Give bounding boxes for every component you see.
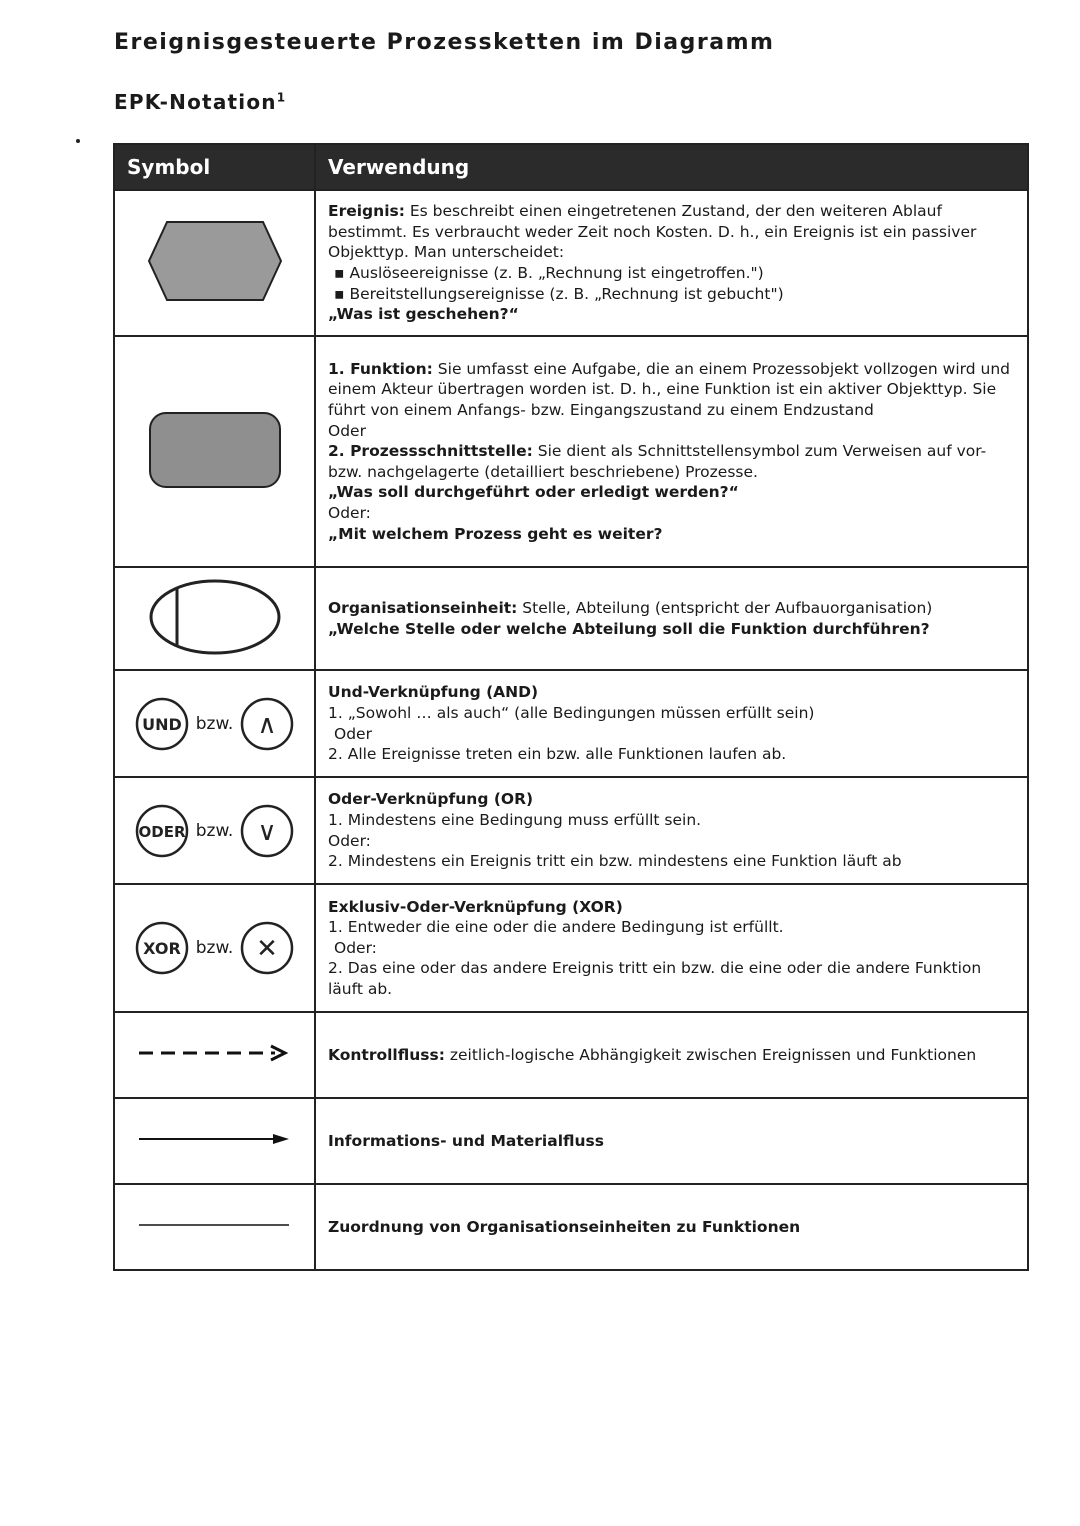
und-symbol-text: UND	[141, 714, 182, 734]
symbol-cell-info-flow	[114, 1098, 315, 1184]
page-title: Ereignisgesteuerte Prozessketten im Diagramm	[114, 30, 775, 55]
section-title-text: EPK-Notation	[114, 90, 277, 114]
or-bzw: bzw.	[195, 820, 234, 841]
interface-text: Sie dient als Schnittstellensymbol zum Verweisen auf vor- bzw. nachgelagerte (detailliert beschriebene) Prozesse.	[328, 442, 987, 481]
or-wedge-icon	[239, 803, 295, 859]
info-flow-label: Informations- und Materialfluss	[328, 1131, 604, 1150]
event-hexagon-icon	[145, 219, 285, 303]
function-text: Sie umfasst eine Aufgabe, die an einem Prozessobjekt vollzogen wird und einem Akteur übertragen worden ist. D. h., eine Funktion ist ein aktiver Objekttyp. Sie führt von einem Anfangs- bzw. Eingangszustand zu einem Endzustand	[328, 359, 1011, 420]
org-question: „Welche Stelle oder welche Abteilung soll die Funktion durchführen?	[328, 619, 930, 638]
or-symbol-group	[115, 803, 314, 859]
interface-label: 2. Prozessschnittstelle:	[328, 442, 533, 461]
symbol-cell-org	[114, 567, 315, 670]
plain-line-icon	[135, 1215, 295, 1235]
xor-or: Oder:	[334, 938, 377, 957]
and-wedge-icon	[239, 696, 295, 752]
function-question-2: „Mit welchem Prozess geht es weiter?	[328, 524, 663, 543]
xor-symbol-group	[115, 920, 314, 976]
control-flow-text: zeitlich-logische Abhängigkeit zwischen Ereignissen und Funktionen	[444, 1045, 977, 1064]
usage-cell-assignment	[315, 1184, 1028, 1270]
table-row-assignment	[114, 1184, 1028, 1270]
assignment-label: Zuordnung von Organisationseinheiten zu Funktionen	[328, 1217, 801, 1236]
xor-line-1: 1. Entweder die eine oder die andere Bedingung ist erfüllt.	[328, 918, 784, 937]
table-row-control-flow	[114, 1012, 1028, 1098]
org-text: Stelle, Abteilung (entspricht der Aufbauorganisation)	[517, 598, 933, 617]
usage-cell-org	[315, 567, 1028, 670]
table-row-or	[114, 777, 1028, 884]
footnote-mark: 1	[276, 90, 287, 105]
control-flow-label: Kontrollfluss:	[328, 1045, 445, 1064]
symbol-cell-assignment	[114, 1184, 315, 1270]
event-label: Ereignis:	[328, 202, 405, 221]
or-glyph: ∨	[257, 816, 277, 847]
and-glyph: ∧	[257, 709, 277, 740]
xor-cross-icon	[239, 920, 295, 976]
table-row-function	[114, 336, 1028, 567]
or-title: Oder-Verknüpfung (OR)	[328, 790, 534, 809]
and-bzw: bzw.	[195, 713, 234, 734]
usage-cell-function	[315, 336, 1028, 567]
and-or: Oder	[334, 724, 372, 743]
dashed-arrow-icon	[135, 1043, 295, 1063]
table-header-row	[114, 144, 1028, 190]
function-or-1: Oder	[328, 421, 366, 440]
symbol-cell-or	[114, 777, 315, 884]
or-line-1: 1. Mindestens eine Bedingung muss erfüllt sein.	[328, 810, 702, 829]
and-symbol-group	[115, 696, 314, 752]
column-header-usage: Verwendung	[315, 144, 1028, 190]
oder-symbol-text: ODER	[138, 822, 186, 841]
table-row-info-flow	[114, 1098, 1028, 1184]
symbol-cell-and	[114, 670, 315, 777]
org-label: Organisationseinheit:	[328, 598, 518, 617]
usage-cell-info-flow	[315, 1098, 1028, 1184]
table-row-xor	[114, 884, 1028, 1012]
xor-symbol-text: XOR	[142, 939, 181, 958]
table-row-org	[114, 567, 1028, 670]
xor-title: Exklusiv-Oder-Verknüpfung (XOR)	[328, 897, 623, 916]
solid-arrow-icon	[135, 1129, 295, 1149]
event-question: „Was ist geschehen?“	[328, 305, 519, 324]
table-row-event	[114, 190, 1028, 336]
event-text: Es beschreibt einen eingetretenen Zustand, der den weiteren Ablauf bestimmt. Es verbraucht weder Zeit noch Kosten. D. h., ein Ereignis ist ein passiver Objekttyp. Man unterscheidet:	[328, 202, 977, 262]
event-bullet-1: ▪ Auslöseereignisse (z. B. „Rechnung ist eingetroffen.")	[328, 264, 764, 282]
function-label: 1. Funktion:	[328, 359, 433, 378]
xor-glyph: ✕	[256, 934, 279, 964]
usage-cell-event	[315, 190, 1028, 336]
or-or: Oder:	[328, 831, 371, 850]
function-or-2: Oder:	[328, 503, 371, 522]
column-header-symbol: Symbol	[114, 144, 315, 190]
usage-cell-and	[315, 670, 1028, 777]
usage-cell-xor	[315, 884, 1028, 1012]
or-line-2: 2. Mindestens ein Ereignis tritt ein bzw. mindestens eine Funktion läuft ab	[328, 852, 902, 871]
usage-cell-control-flow	[315, 1012, 1028, 1098]
und-circle-icon	[134, 696, 190, 752]
symbol-cell-xor	[114, 884, 315, 1012]
xor-bzw: bzw.	[195, 938, 234, 958]
symbol-cell-event	[114, 190, 315, 336]
function-rounded-rect-icon	[145, 408, 285, 492]
oder-circle-icon	[134, 803, 190, 859]
epk-notation-table	[113, 143, 1029, 1271]
and-line-2: 2. Alle Ereignisse treten ein bzw. alle Funktionen laufen ab.	[328, 745, 787, 764]
symbol-cell-control-flow	[114, 1012, 315, 1098]
margin-dot	[76, 139, 80, 143]
table-row-and	[114, 670, 1028, 777]
section-title	[114, 90, 286, 114]
usage-cell-or	[315, 777, 1028, 884]
function-question-1: „Was soll durchgeführt oder erledigt werden?“	[328, 483, 739, 502]
org-unit-ellipse-icon	[145, 575, 285, 659]
and-title: Und-Verknüpfung (AND)	[328, 683, 539, 702]
event-bullet-2: ▪ Bereitstellungsereignisse (z. B. „Rechnung ist gebucht")	[328, 285, 784, 303]
symbol-cell-function	[114, 336, 315, 567]
xor-circle-icon	[134, 920, 190, 976]
and-line-1: 1. „Sowohl … als auch“ (alle Bedingungen müssen erfüllt sein)	[328, 703, 815, 722]
xor-line-2: 2. Das eine oder das andere Ereignis tritt ein bzw. die eine oder die andere Funktion läuft ab.	[328, 959, 982, 998]
